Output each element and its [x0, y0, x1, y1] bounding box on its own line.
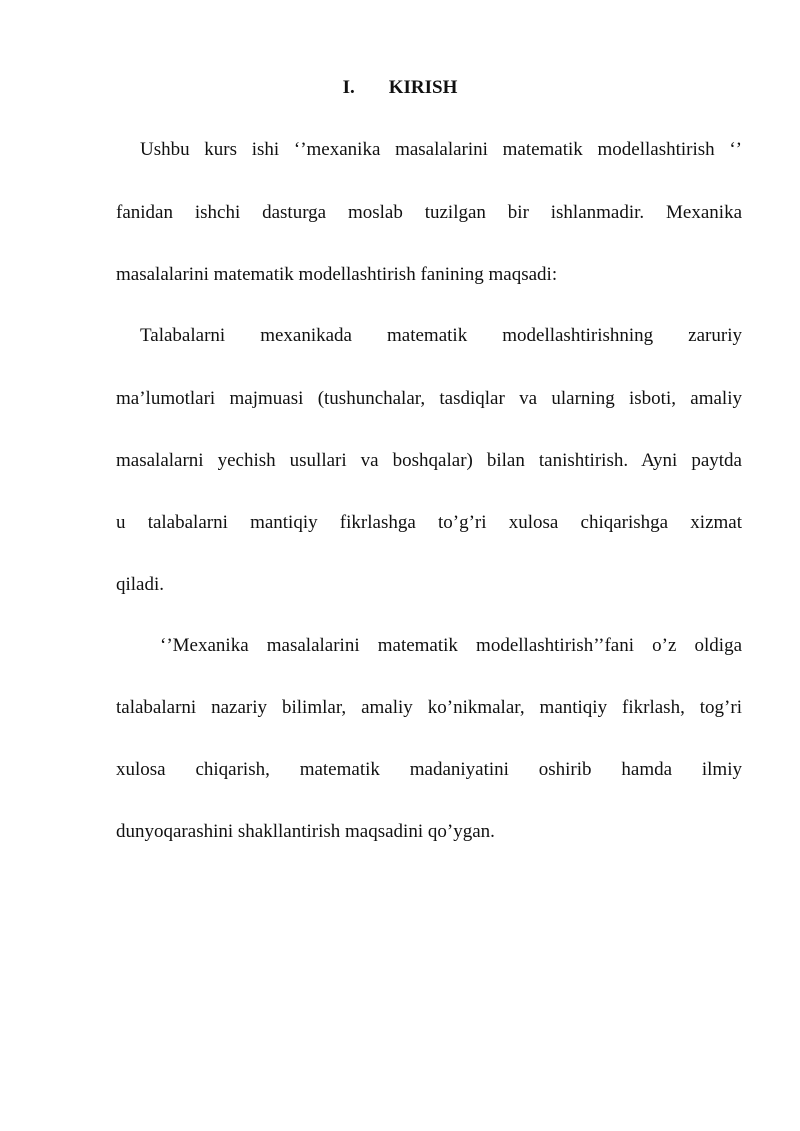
text-line: xulosa chiqarish, matematik madaniyatini oshirib hamda ilmiy — [116, 759, 742, 780]
text-line: masalalarini matematik modellashtirish fanining maqsadi: — [116, 264, 558, 285]
text-line: ‘’Mexanika masalalarini matematik modellashtirish’’fani o’z oldiga — [160, 635, 742, 656]
text-line: masalalarni yechish usullari va boshqalar) bilan tanishtirish. Ayni paytda — [116, 450, 742, 471]
text-line: Talabalarni mexanikada matematik modellashtirishning zaruriy — [140, 325, 742, 346]
text-line: qiladi. — [116, 574, 165, 595]
text-line: Ushbu kurs ishi ‘’mexanika masalalarini matematik modellashtirish ‘’ — [140, 139, 742, 160]
text-line: ma’lumotlari majmuasi (tushunchalar, tasdiqlar va ularning isboti, amaliy — [116, 388, 742, 409]
text-line: dunyoqarashini shakllantirish maqsadini qo’ygan. — [116, 821, 495, 842]
text-line: u talabalarni mantiqiy fikrlashga to’g’ri xulosa chiqarishga xizmat — [116, 512, 742, 533]
section-heading — [0, 76, 800, 100]
text-line: talabalarni nazariy bilimlar, amaliy ko’nikmalar, mantiqiy fikrlash, tog’ri — [116, 697, 742, 718]
text-line: fanidan ishchi dasturga moslab tuzilgan bir ishlanmadir. Mexanika — [116, 202, 742, 223]
section-number: I. — [342, 77, 355, 98]
section-title: KIRISH — [388, 77, 458, 98]
